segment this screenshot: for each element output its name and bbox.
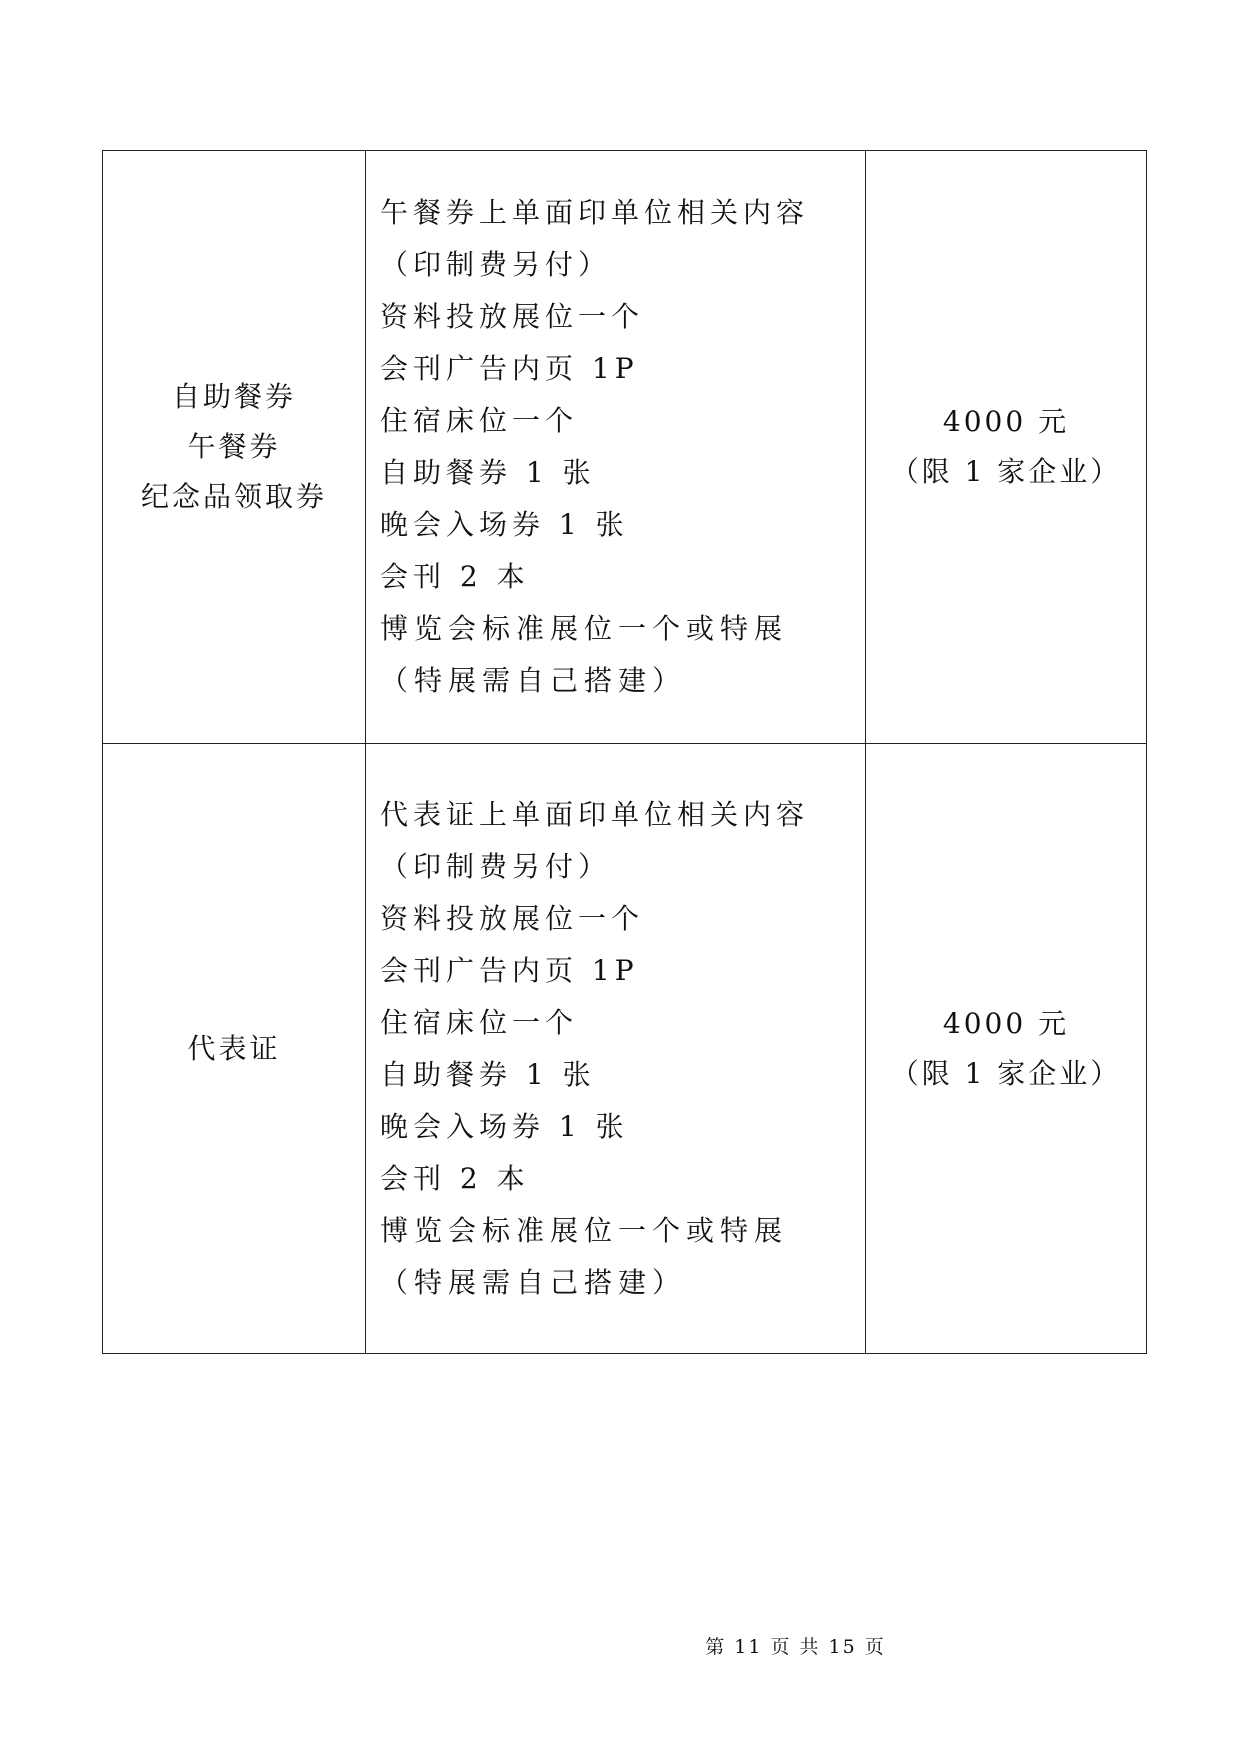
- price-value: 4000 元: [942, 1006, 1070, 1040]
- benefit-line: 资料投放展位一个: [380, 901, 645, 935]
- price-cell: [866, 744, 1147, 1354]
- content-cell: [366, 151, 866, 744]
- item-line: 纪念品领取券: [140, 480, 327, 513]
- page-number: 第 11 页 共 15 页: [705, 1636, 886, 1658]
- price-block: [866, 999, 1146, 1099]
- benefit-line: 会刊 2 本: [380, 1161, 530, 1195]
- table-row: [103, 151, 1147, 744]
- benefit-line: 代表证上单面印单位相关内容: [380, 797, 810, 831]
- benefit-line: 博览会标准展位一个或特展（特展需自己搭建）: [380, 1213, 789, 1299]
- price-value: 4000 元: [942, 405, 1070, 438]
- content-cell: [366, 744, 866, 1354]
- item-name: [103, 372, 365, 522]
- benefit-line: （印制费另付）: [380, 248, 612, 281]
- price-note: （限 1 家企业）: [890, 1056, 1122, 1090]
- item-line: 午餐券: [187, 430, 281, 463]
- sponsorship-table: [102, 150, 1147, 1354]
- benefit-line: 自助餐券 1 张: [380, 1057, 596, 1091]
- benefits-list: [366, 151, 865, 743]
- item-cell: [103, 744, 366, 1354]
- price-cell: [866, 151, 1147, 744]
- benefit-line: （印制费另付）: [380, 849, 612, 883]
- benefit-line: 会刊广告内页 1P: [380, 953, 639, 987]
- table-row: [103, 744, 1147, 1354]
- benefit-line: 住宿床位一个: [380, 404, 579, 437]
- benefits-list: [366, 753, 865, 1345]
- benefit-line: 晚会入场券 1 张: [380, 1109, 629, 1143]
- benefit-line: 住宿床位一个: [380, 1005, 579, 1039]
- benefit-line: 自助餐券 1 张: [380, 456, 596, 489]
- benefit-line: 会刊 2 本: [380, 560, 530, 593]
- benefit-line: 资料投放展位一个: [380, 300, 645, 333]
- benefit-line: 晚会入场券 1 张: [380, 508, 629, 541]
- benefit-line: 博览会标准展位一个或特展（特展需自己搭建）: [380, 612, 789, 697]
- benefit-line: 午餐券上单面印单位相关内容: [380, 196, 810, 229]
- item-name: [103, 1024, 365, 1074]
- price-block: [866, 397, 1146, 497]
- item-line: 代表证: [187, 1031, 281, 1065]
- item-line: 自助餐券: [171, 380, 296, 413]
- price-note: （限 1 家企业）: [890, 455, 1122, 488]
- item-cell: [103, 151, 366, 744]
- benefit-line: 会刊广告内页 1P: [380, 352, 639, 385]
